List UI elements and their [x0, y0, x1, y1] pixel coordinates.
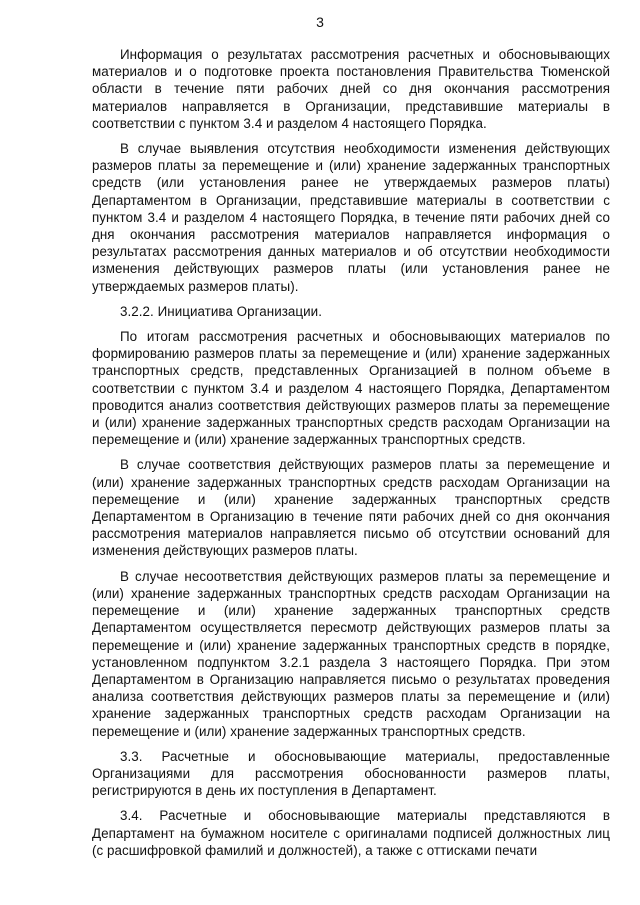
paragraph-3-4-submission: 3.4. Расчетные и обосновывающие материалы представляются в Департамент на бумажном носителе с оригиналами подписей должностных лиц (с расшифровкой фамилий и должностей), а также с оттисками печати [92, 808, 610, 858]
section-heading-3-2-2: 3.2.2. Инициатива Организации. [120, 303, 322, 319]
page-number: 3 [316, 14, 324, 30]
paragraph-no-change-needed: В случае выявления отсутствия необходимости изменения действующих размеров платы за перемещение и (или) хранение задержанных транспортных средств (или установления ранее не утверждаемых размеров платы) Департаментом в Организации, представившие материалы в соответствии с пунктом 3.4 и разделом 4 настоящего Порядка, в течение пяти рабочих дней со дня окончания рассмотрения материалов направляется информация о результатах рассмотрения данных материалов и об отсутствии необходимости изменения действующих размеров платы (или установления ранее не утверждаемых размеров платы). [92, 141, 610, 294]
paragraph-organization-materials-analysis: По итогам рассмотрения расчетных и обосновывающих материалов по формированию размеров платы за перемещение и (или) хранение задержанных транспортных средств, представленных Организацией в полном объеме в соответствии с пунктом 3.4 и разделом 4 настоящего Порядка, Департаментом проводится анализ соответствия действующих размеров платы за перемещение и (или) хранение задержанных транспортных средств расходам Организации на перемещение и (или) хранение задержанных транспортных средств. [92, 329, 610, 448]
paragraph-rates-match-costs: В случае соответствия действующих размеров платы за перемещение и (или) хранение задержанных транспортных средств расходам Организации на перемещение и (или) хранение задержанных транспортных средств Департаментом в Организацию в течение пяти рабочих дней со дня окончания рассмотрения материалов направляется письмо об отсутствии оснований для изменения действующих размеров платы. [92, 457, 610, 559]
document-body [92, 46, 610, 867]
paragraph-review-results-info: Информация о результатах рассмотрения расчетных и обосновывающих материалов и о подготовке проекта постановления Правительства Тюменской области в течение пяти рабочих дней со дня окончания рассмотрения материалов направляется в Организации, представившие материалы в соответствии с пунктом 3.4 и разделом 4 настоящего Порядка. [92, 47, 610, 131]
paragraph-rates-mismatch-costs: В случае несоответствия действующих размеров платы за перемещение и (или) хранение задержанных транспортных средств расходам Организации на перемещение и (или) хранение задержанных транспортных средств Департаментом осуществляется пересмотр действующих размеров платы за перемещение и (или) хранение задержанных транспортных средств в порядке, установленном подпунктом 3.2.1 раздела 3 настоящего Порядка. При этом Департаментом в Организацию направляется письмо о результатах проведения анализа соответствия действующих размеров платы за перемещение и (или) хранение задержанных транспортных средств расходам Организации на перемещение и (или) хранение задержанных транспортных средств. [92, 568, 610, 739]
paragraph-3-3-registration: 3.3. Расчетные и обосновывающие материалы, предоставленные Организациями для рассмотрения обоснованности размеров платы, регистрируются в день их поступления в Департамент. [92, 748, 610, 799]
